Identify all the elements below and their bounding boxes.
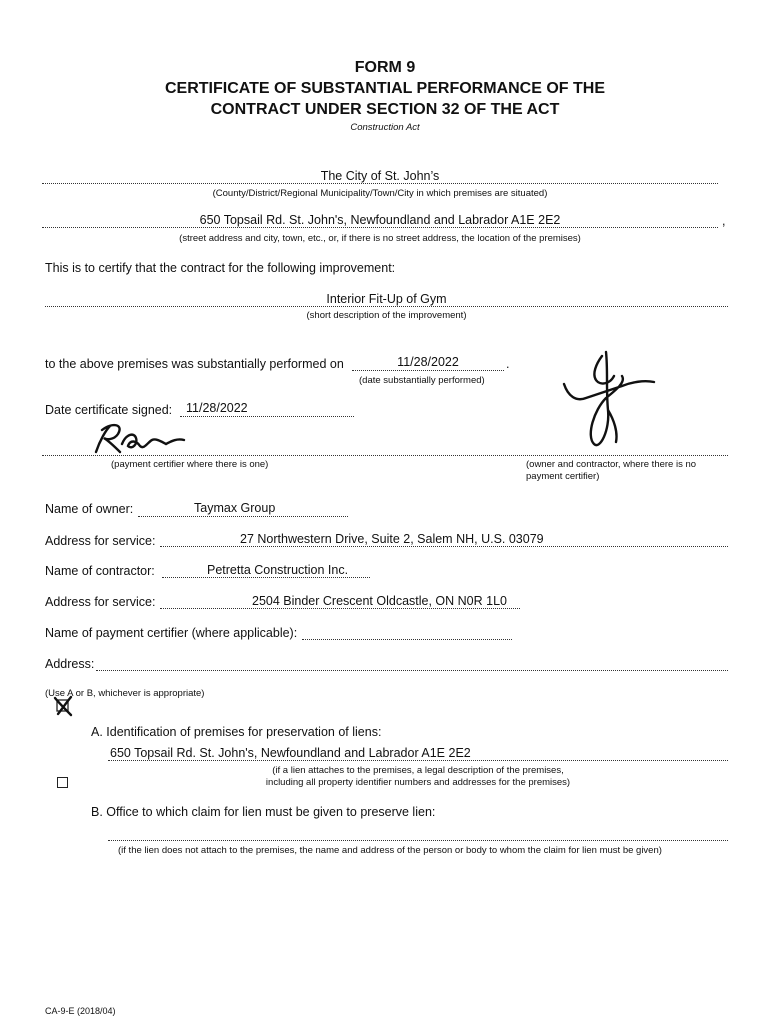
premises-address-hint: (street address and city, town, etc., or, if there is no street address, the location of the premises): [179, 233, 581, 244]
performed-hint: (date substantially performed): [359, 375, 485, 386]
municipality-line: [42, 183, 718, 184]
contractor-name-line: [162, 577, 370, 578]
owner-address-line: [160, 546, 728, 547]
contractor-address-line: [160, 608, 520, 609]
improvement-field[interactable]: Interior Fit-Up of Gym: [326, 292, 447, 306]
option-b-label: B. Office to which claim for lien must be given to preserve lien:: [91, 805, 436, 819]
option-a-field[interactable]: 650 Topsail Rd. St. John's, Newfoundland and Labrador A1E 2E2: [110, 746, 471, 760]
option-a-line: [108, 760, 728, 761]
performed-date-field[interactable]: 11/28/2022: [397, 355, 459, 369]
form-title-line2: CONTRACT UNDER SECTION 32 OF THE ACT: [210, 101, 560, 118]
improvement-line: [45, 306, 728, 307]
form-number: FORM 9: [354, 59, 416, 76]
contractor-address-field[interactable]: 2504 Binder Crescent Oldcastle, ON N0R 1L0: [252, 594, 507, 608]
municipality-hint: (County/District/Regional Municipality/Town/City in which premises are situated): [212, 188, 548, 199]
option-a-hint-line2: including all property identifier numbers and addresses for the premises): [265, 777, 571, 788]
form-code: CA-9-E (2018/04): [45, 1006, 116, 1016]
certifier-address-field[interactable]: [96, 670, 728, 671]
premises-address-comma: ,: [722, 214, 726, 228]
options-note: (Use A or B, whichever is appropriate): [45, 688, 205, 699]
contractor-address-label: Address for service:: [45, 595, 156, 609]
certifier-address-label: Address:: [45, 657, 95, 671]
performed-label: to the above premises was substantially performed on: [45, 357, 344, 371]
option-b-checkbox[interactable]: [57, 777, 68, 788]
owner-address-label: Address for service:: [45, 534, 156, 548]
owner-name-label: Name of owner:: [45, 502, 134, 516]
signature-line: [42, 455, 728, 456]
payment-certifier-field[interactable]: [302, 639, 512, 640]
improvement-hint: (short description of the improvement): [306, 310, 467, 321]
owner-contractor-signature: [556, 350, 666, 456]
option-a-label: A. Identification of premises for preservation of liens:: [91, 725, 382, 739]
owner-contractor-hint-line2: payment certifier): [526, 471, 600, 482]
act-name: Construction Act: [350, 122, 420, 133]
payment-certifier-label: Name of payment certifier (where applicable):: [45, 626, 298, 640]
contractor-name-field[interactable]: Petretta Construction Inc.: [207, 563, 349, 577]
signed-line: [180, 416, 354, 417]
option-a-checkmark-icon: [52, 694, 76, 718]
signed-label: Date certificate signed:: [45, 403, 173, 417]
contractor-name-label: Name of contractor:: [45, 564, 155, 578]
payment-certifier-hint: (payment certifier where there is one): [111, 459, 269, 470]
form-title-line1: CERTIFICATE OF SUBSTANTIAL PERFORMANCE OF THE: [165, 80, 605, 97]
option-b-hint: (if the lien does not attach to the premises, the name and address of the person or body to whom the claim for lien must be given): [118, 845, 662, 856]
option-a-hint-line1: (if a lien attaches to the premises, a legal description of the premises,: [272, 765, 564, 776]
municipality-field[interactable]: The City of St. John’s: [320, 169, 440, 183]
performed-line: [352, 370, 504, 371]
owner-contractor-hint-line1: (owner and contractor, where there is no: [526, 459, 697, 470]
owner-address-field[interactable]: 27 Northwestern Drive, Suite 2, Salem NH, U.S. 03079: [240, 532, 544, 546]
signed-date-field[interactable]: 11/28/2022: [186, 401, 248, 415]
owner-name-field[interactable]: Taymax Group: [194, 501, 276, 515]
premises-address-line: [42, 227, 718, 228]
premises-address-field[interactable]: 650 Topsail Rd. St. John's, Newfoundland and Labrador A1E 2E2: [199, 213, 561, 227]
owner-name-line: [138, 516, 348, 517]
payment-certifier-signature: [90, 420, 190, 456]
option-b-field[interactable]: [108, 840, 728, 841]
performed-period: .: [506, 357, 510, 371]
certify-text: This is to certify that the contract for the following improvement:: [45, 261, 396, 275]
